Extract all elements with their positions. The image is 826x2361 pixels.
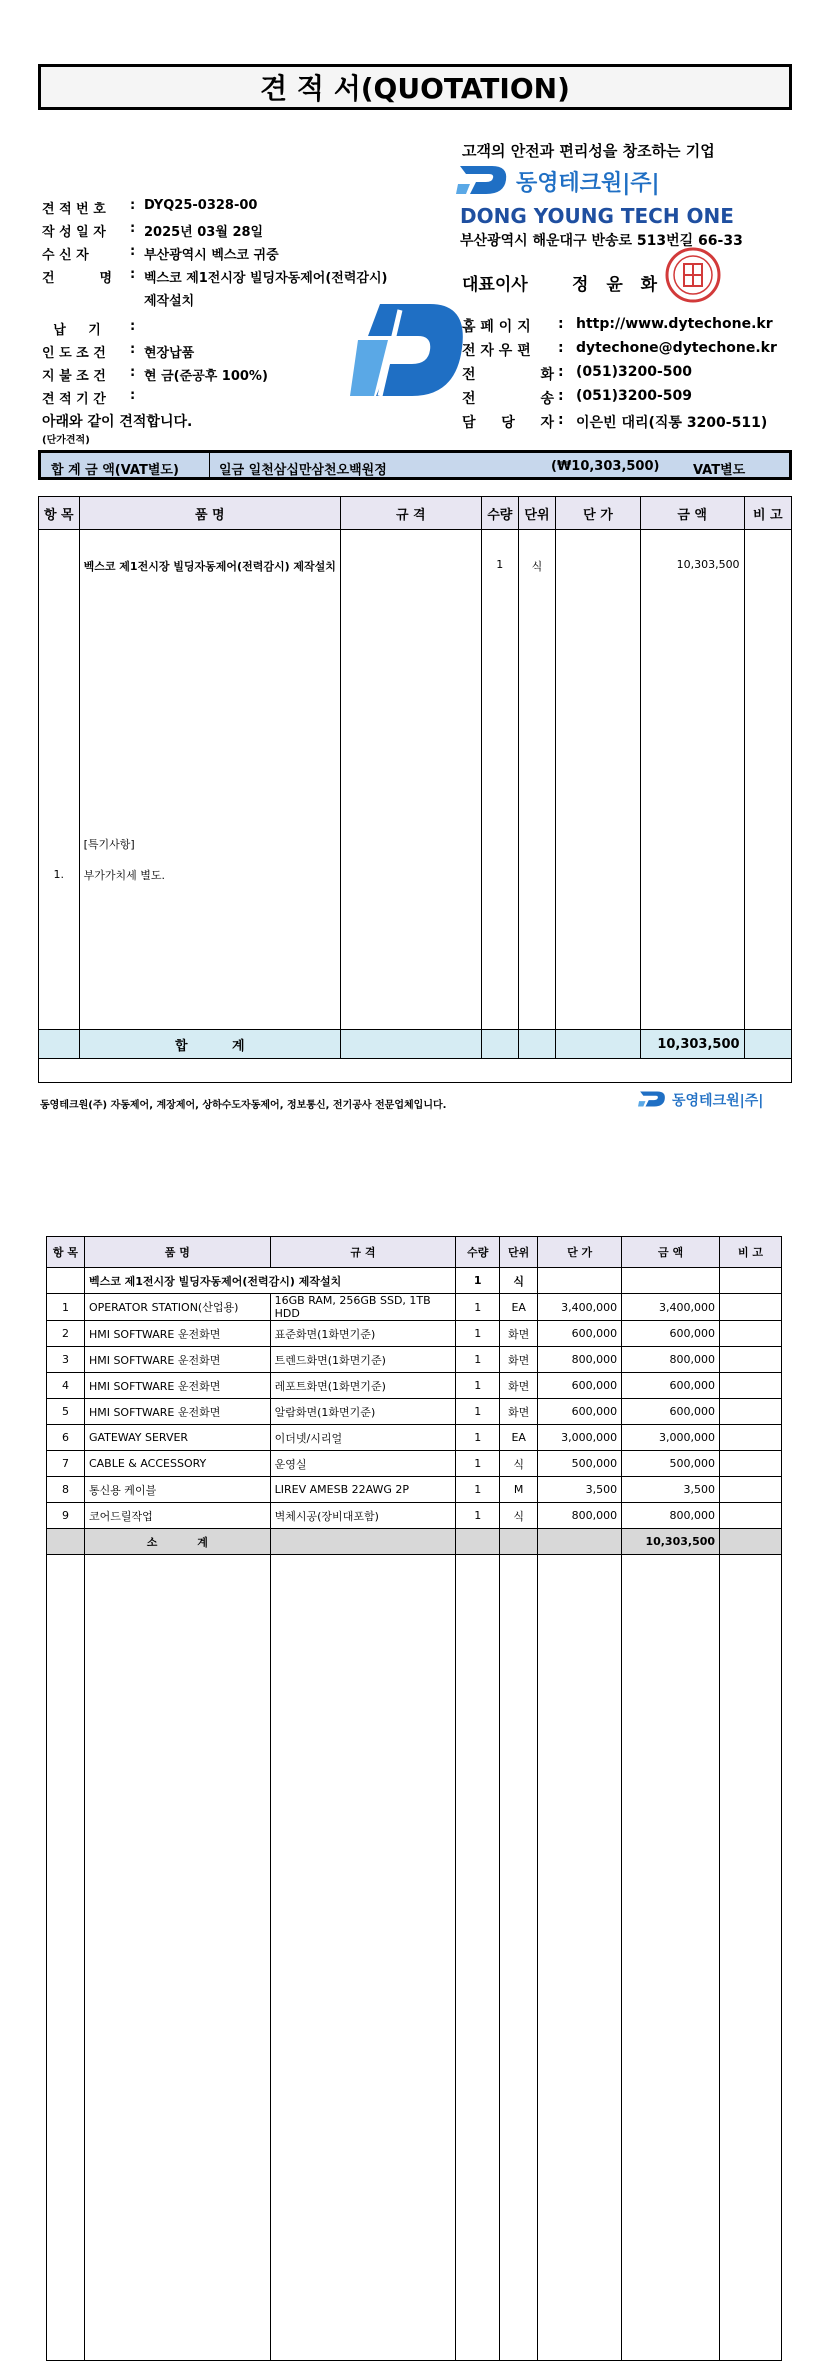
col-header-spec: 규 격 [340,497,481,530]
footer-logo-icon [638,1088,668,1110]
col-header-price: 단 가 [556,497,641,530]
row-price: 800,000 [538,1347,622,1373]
row-price: 600,000 [538,1399,622,1425]
info-row [42,319,442,342]
item-col [39,530,80,1030]
table-row [47,1477,782,1503]
summary-korean-amount: 일금 일천삼십만삼천오백원정 [219,463,387,478]
row-number: 5 [47,1399,85,1425]
row-price: 800,000 [538,1503,622,1529]
row-qty: 1 [456,1451,500,1477]
row-remark [720,1399,782,1425]
total-cell [481,1030,518,1059]
contact-row [462,412,792,436]
row-qty: 1 [456,1477,500,1503]
row-price: 3,500 [538,1477,622,1503]
detail-title-qty: 1 [456,1268,500,1294]
detail-title-unit: 식 [500,1268,538,1294]
info-row [42,221,442,244]
item-name: 벡스코 제1전시장 빌딩자동제어(전력감시) 제작설치 [83,560,336,573]
row-remark [720,1294,782,1321]
payment-value: 현 금(준공후 100%) [144,369,268,384]
cell [622,1555,720,2361]
slogan: 고객의 안전과 편리성을 창조하는 기업 [462,142,715,160]
detail-table [46,1236,782,2361]
company-seal-icon [664,244,722,306]
delivery-label: 납 기 [53,323,101,338]
row-number: 6 [47,1425,85,1451]
colon: : [558,340,564,356]
empty-row [39,1059,792,1083]
summary-divider [209,453,210,477]
item-unit: 식 [531,560,543,573]
row-amount: 500,000 [622,1451,720,1477]
cell [720,1268,782,1294]
cell [47,1268,85,1294]
row-qty: 1 [456,1425,500,1451]
cell [456,1555,500,2361]
row-spec: 표준화면(1화면기준) [270,1321,456,1347]
row-unit: 화면 [500,1399,538,1425]
footer-text: 동영테크원(주) 자동제어, 계장제어, 상하수도자동제어, 정보통신, 전기공사 전문업체입니다. [40,1100,447,1111]
colon: : [130,198,136,213]
info-row [42,342,442,365]
row-price: 3,400,000 [538,1294,622,1321]
row-spec: 벽체시공(장비대포함) [270,1503,456,1529]
delivery-terms-label: 인 도 조 건 [42,346,106,361]
row-unit: 식 [500,1503,538,1529]
cell [270,1555,456,2361]
notes-title: [특기사항] [83,838,135,851]
date-value: 2025년 03월 28일 [144,225,264,240]
summary-label: 합 계 금 액(VAT별도) [51,463,179,478]
item-amount: 10,303,500 [676,558,740,571]
col-header-unit: 단위 [500,1237,538,1268]
row-remark [720,1347,782,1373]
footer-logo [638,1088,792,1112]
colon: : [130,319,136,334]
row-unit: EA [500,1294,538,1321]
col-header-remark: 비 고 [720,1237,782,1268]
table-row [47,1347,782,1373]
company-logo-icon [456,160,512,200]
col-header-item: 항 목 [39,497,80,530]
row-amount: 600,000 [622,1399,720,1425]
intro-row [42,411,442,431]
subtotal-amount: 10,303,500 [622,1529,720,1555]
col-header-name: 품 명 [84,1237,270,1268]
contact-label: 전 화 [462,367,554,383]
table-row [47,1503,782,1529]
row-unit: 식 [500,1451,538,1477]
col-header-unit: 단위 [518,497,555,530]
summary-vat: VAT별도 [693,463,746,478]
colon: : [130,342,136,357]
row-remark [720,1425,782,1451]
summary-amount: (₩10,303,500) [551,459,660,474]
phone-value: (051)3200-500 [576,364,693,380]
row-amount: 3,000,000 [622,1425,720,1451]
row-number: 2 [47,1321,85,1347]
row-remark [720,1321,782,1347]
total-cell [39,1030,80,1059]
row-name: HMI SOFTWARE 운전화면 [84,1321,270,1347]
contact-row [462,388,792,412]
contact-label: 담 당 자 [462,415,554,431]
row-amount: 800,000 [622,1347,720,1373]
info-row [42,290,442,313]
row-name: 통신용 케이블 [84,1477,270,1503]
table-row [47,1425,782,1451]
row-spec: 레포트화면(1화면기준) [270,1373,456,1399]
row-amount: 800,000 [622,1503,720,1529]
detail-title-row [47,1268,782,1294]
cell [270,1529,456,1555]
subject-value-cont: 제작설치 [144,294,195,309]
col-header-amount: 금 액 [622,1237,720,1268]
detail-title: 벡스코 제1전시장 빌딩자동제어(전력감시) 제작설치 [84,1268,455,1294]
row-number: 1 [47,1294,85,1321]
note-text: 부가가치세 별도. [83,869,165,882]
ceo-name: 정 윤 화 [572,275,664,295]
row-spec: 알람화면(1화면기준) [270,1399,456,1425]
row-price: 600,000 [538,1373,622,1399]
recipient-label: 수 신 자 [42,248,89,263]
col-header-qty: 수량 [456,1237,500,1268]
cell [622,1268,720,1294]
row-amount: 3,400,000 [622,1294,720,1321]
total-row [39,1030,792,1059]
row-spec: LIREV AMESB 22AWG 2P [270,1477,456,1503]
qty-col [481,530,518,1030]
row-remark [720,1477,782,1503]
row-remark [720,1451,782,1477]
colon: : [130,388,136,403]
table-row [47,1451,782,1477]
footer-logo-text: 동영테크원|주| [672,1093,764,1109]
info-row [42,365,442,388]
col-header-amount: 금 액 [640,497,744,530]
unit-col [518,530,555,1030]
cell [47,1529,85,1555]
row-qty: 1 [456,1294,500,1321]
row-name: HMI SOFTWARE 운전화면 [84,1373,270,1399]
row-remark [720,1373,782,1399]
row-amount: 3,500 [622,1477,720,1503]
contact-label: 홈 페 이 지 [462,319,531,335]
row-price: 3,000,000 [538,1425,622,1451]
contact-row [462,340,792,364]
cell [720,1529,782,1555]
quote-number-label: 견 적 번 호 [42,202,106,217]
unit-note-row [42,431,442,447]
col-header-qty: 수량 [481,497,518,530]
subtotal-label: 소 계 [84,1529,270,1555]
row-number: 8 [47,1477,85,1503]
fax-value: (051)3200-509 [576,388,693,404]
company-logo [456,160,696,200]
colon: : [558,316,564,332]
row-name: OPERATOR STATION(산업용) [84,1294,270,1321]
colon: : [130,244,136,259]
row-qty: 1 [456,1347,500,1373]
total-amount: 10,303,500 [640,1030,744,1059]
contact-label: 전 송 [462,391,554,407]
row-number: 4 [47,1373,85,1399]
col-header-name: 품 명 [79,497,340,530]
total-cell [518,1030,555,1059]
row-number: 3 [47,1347,85,1373]
row-qty: 1 [456,1373,500,1399]
intro-text: 아래와 같이 견적합니다. [42,414,193,430]
note-number: 1. [53,868,65,881]
colon: : [558,364,564,380]
empty-cell [39,1059,792,1083]
row-price: 600,000 [538,1321,622,1347]
total-cell [340,1030,481,1059]
unit-note: (단가견적) [42,435,90,446]
cell [456,1529,500,1555]
empty-area-row [47,1555,782,2361]
cell [538,1529,622,1555]
contact-list [462,316,792,436]
manager-value: 이은빈 대리(직통 3200-511) [576,415,768,431]
cell [720,1555,782,2361]
row-unit: 화면 [500,1347,538,1373]
row-qty: 1 [456,1503,500,1529]
total-cell [556,1030,641,1059]
name-col [79,530,340,1030]
table-header [47,1237,782,1268]
row-spec: 운영실 [270,1451,456,1477]
row-name: CABLE & ACCESSORY [84,1451,270,1477]
validity-label: 견 적 기 간 [42,392,106,407]
row-name: GATEWAY SERVER [84,1425,270,1451]
row-amount: 600,000 [622,1321,720,1347]
info-row [42,388,442,411]
row-unit: 화면 [500,1321,538,1347]
table-header [39,497,792,530]
delivery-terms-value: 현장납품 [144,346,195,361]
row-unit: M [500,1477,538,1503]
cell [500,1555,538,2361]
table-row [47,1321,782,1347]
cell [538,1268,622,1294]
col-header-price: 단 가 [538,1237,622,1268]
amount-col [640,530,744,1030]
table-row [47,1373,782,1399]
row-spec: 16GB RAM, 256GB SSD, 1TB HDD [270,1294,456,1321]
row-qty: 1 [456,1321,500,1347]
info-row [42,244,442,267]
summary-bar [38,450,792,480]
colon: : [130,365,136,380]
remark-col [744,530,791,1030]
price-col [556,530,641,1030]
cell [84,1555,270,2361]
colon: : [130,267,136,282]
document-title: 견 적 서(QUOTATION) [38,64,792,110]
row-number: 9 [47,1503,85,1529]
table-row [39,530,792,1030]
payment-label: 지 불 조 건 [42,369,106,384]
date-label: 작 성 일 자 [42,225,106,240]
row-spec: 트렌드화면(1화면기준) [270,1347,456,1373]
recipient-value: 부산광역시 벡스코 귀중 [144,248,279,263]
email-link[interactable]: dytechone@dytechone.kr [576,340,777,356]
info-row [42,198,442,221]
row-spec: 이더넷/시리얼 [270,1425,456,1451]
col-header-spec: 규 격 [270,1237,456,1268]
spec-col [340,530,481,1030]
info-row [42,267,442,290]
colon: : [558,412,564,428]
row-name: HMI SOFTWARE 운전화면 [84,1347,270,1373]
colon: : [130,221,136,236]
contact-row [462,316,792,340]
cell [500,1529,538,1555]
subject-value: 벡스코 제1전시장 빌딩자동제어(전력감시) [144,271,388,286]
row-number: 7 [47,1451,85,1477]
subject-label: 건 명 [42,271,112,286]
ceo-label: 대표이사 [462,275,528,295]
company-address: 부산광역시 해운대구 반송로 513번길 66-33 [460,233,743,249]
main-quote-table [38,496,792,1083]
row-unit: EA [500,1425,538,1451]
table-row [47,1399,782,1425]
company-name-en: DONG YOUNG TECH ONE [460,204,734,228]
cell [47,1555,85,2361]
homepage-link[interactable]: http://www.dytechone.kr [576,316,773,332]
colon: : [558,388,564,404]
row-name: 코어드릴작업 [84,1503,270,1529]
quote-number: DYQ25-0328-00 [144,198,258,213]
row-amount: 600,000 [622,1373,720,1399]
row-name: HMI SOFTWARE 운전화면 [84,1399,270,1425]
row-price: 500,000 [538,1451,622,1477]
subtotal-row [47,1529,782,1555]
row-unit: 화면 [500,1373,538,1399]
col-header-remark: 비 고 [744,497,791,530]
col-header-item: 항 목 [47,1237,85,1268]
item-qty: 1 [496,558,504,571]
total-cell [744,1030,791,1059]
row-qty: 1 [456,1399,500,1425]
contact-label: 전 자 우 편 [462,343,531,359]
company-name-kr: 동영테크원|주| [516,171,660,196]
table-row [47,1294,782,1321]
contact-row [462,364,792,388]
row-remark [720,1503,782,1529]
cell [538,1555,622,2361]
total-label: 합 계 [79,1030,340,1059]
quote-info [42,198,442,447]
